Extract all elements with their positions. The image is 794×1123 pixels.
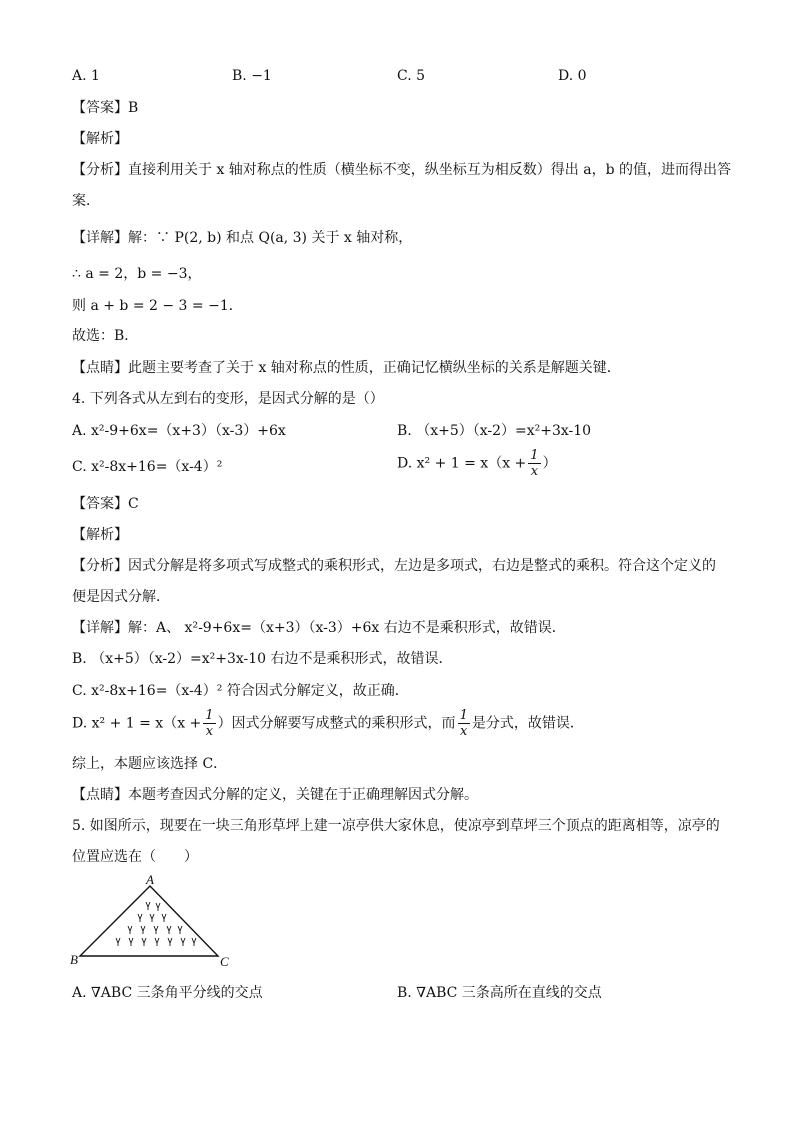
fraction-denominator: x (530, 464, 539, 479)
q3-answer: 【答案】B (72, 100, 139, 116)
q4-detail-d-fraction-1 (203, 708, 215, 739)
q4-detail-d-mid: ）因式分解要写成整式的乘积形式，而 (217, 715, 456, 732)
q3-choose: 故选：B． (72, 328, 139, 344)
q5-option-b: B. ∇ABC 三条高所在直线的交点 (397, 985, 602, 1001)
vertex-label-c: C (220, 954, 229, 969)
q4-summary: 综上，本题应该选择 C． (72, 756, 228, 772)
q3-analysis-line1: 【分析】直接利用关于 x 轴对称点的性质（横坐标不变，纵坐标互为相反数）得出 a，b 的值，进而得出答 (72, 162, 732, 178)
q4-detail-d-suffix: 是分式，故错误． (471, 715, 584, 732)
q3-option-a: A. 1 (72, 68, 100, 84)
q4-detail-c: C. x²-8x+16=（x-4）² 符合因式分解定义，故正确． (72, 683, 409, 699)
q4-key-point: 【点睛】本题考查因式分解的定义，关键在于正确理解因式分解。 (72, 787, 478, 803)
q5-stem-line1: 5. 如图所示，现要在一块三角形草坪上建一凉亭供大家休息，使凉亭到草坪三个顶点的距离相等，凉亭的 (72, 818, 720, 834)
fraction-denominator: x (460, 724, 468, 739)
q4-analysis-line1: 【分析】因式分解是将多项式写成整式的乘积形式，左边是多项式，右边是整式的乘积。符合这个定义的 (72, 558, 716, 574)
q4-detail-d-prefix: D. x² + 1 = x（x + (72, 715, 202, 732)
q4-detail-d (72, 708, 584, 739)
q5-stem-line2: 位置应选在（ ） (72, 849, 198, 865)
triangle-lawn-figure (68, 872, 238, 972)
q4-stem: 4. 下列各式从左到右的变形，是因式分解的是（） (72, 391, 384, 407)
q4-option-d-fraction (528, 448, 540, 479)
vertex-label-a: A (146, 872, 154, 887)
vertex-label-b: B (70, 952, 78, 967)
q5-option-a: A. ∇ABC 三条角平分线的交点 (72, 985, 263, 1001)
q4-analysis-line2: 便是因式分解． (72, 589, 170, 605)
q3-option-c: C. 5 (397, 68, 426, 84)
q3-option-b: B. −1 (232, 68, 272, 84)
fraction-numerator: 1 (530, 448, 539, 463)
q4-detail-d-fraction-2 (458, 708, 470, 739)
q3-analysis-line2: 案． (72, 193, 100, 209)
q4-answer: 【答案】C (72, 496, 139, 512)
q4-option-d-prefix: D. x² + 1 = x（x + (397, 455, 527, 472)
fraction-numerator: 1 (205, 708, 214, 723)
q4-option-a: A. x²-9+6x=（x+3）（x-3）+6x (72, 423, 286, 439)
fraction-numerator: 1 (459, 708, 468, 723)
q4-option-b: B. （x+5）（x-2）=x²+3x-10 (397, 423, 592, 439)
q3-jiexi: 【解析】 (72, 131, 128, 147)
q3-step-1: ∴ a = 2，b = −3， (72, 266, 202, 282)
q4-detail-b: B. （x+5）（x-2）=x²+3x-10 右边不是乘积形式，故错误． (72, 651, 453, 667)
fraction-denominator: x (205, 724, 214, 739)
q4-option-c: C. x²-8x+16=（x-4）² (72, 459, 223, 475)
q4-jiexi: 【解析】 (72, 527, 128, 543)
q3-step-2: 则 a + b = 2 − 3 = −1． (72, 298, 243, 314)
q3-detail: 【详解】解：∵ P(2, b) 和点 Q(a, 3) 关于 x 轴对称， (72, 230, 413, 246)
q3-key-point: 【点睛】此题主要考查了关于 x 轴对称点的性质，正确记忆横纵坐标的关系是解题关键． (72, 360, 621, 376)
q4-detail: 【详解】解：A、 x²-9+6x=（x+3）（x-3）+6x 右边不是乘积形式，故错误． (72, 620, 566, 636)
q4-option-d (397, 448, 557, 479)
q3-option-d: D. 0 (558, 68, 587, 84)
triangle-outline (80, 886, 218, 956)
q4-option-d-suffix: ） (542, 455, 557, 472)
